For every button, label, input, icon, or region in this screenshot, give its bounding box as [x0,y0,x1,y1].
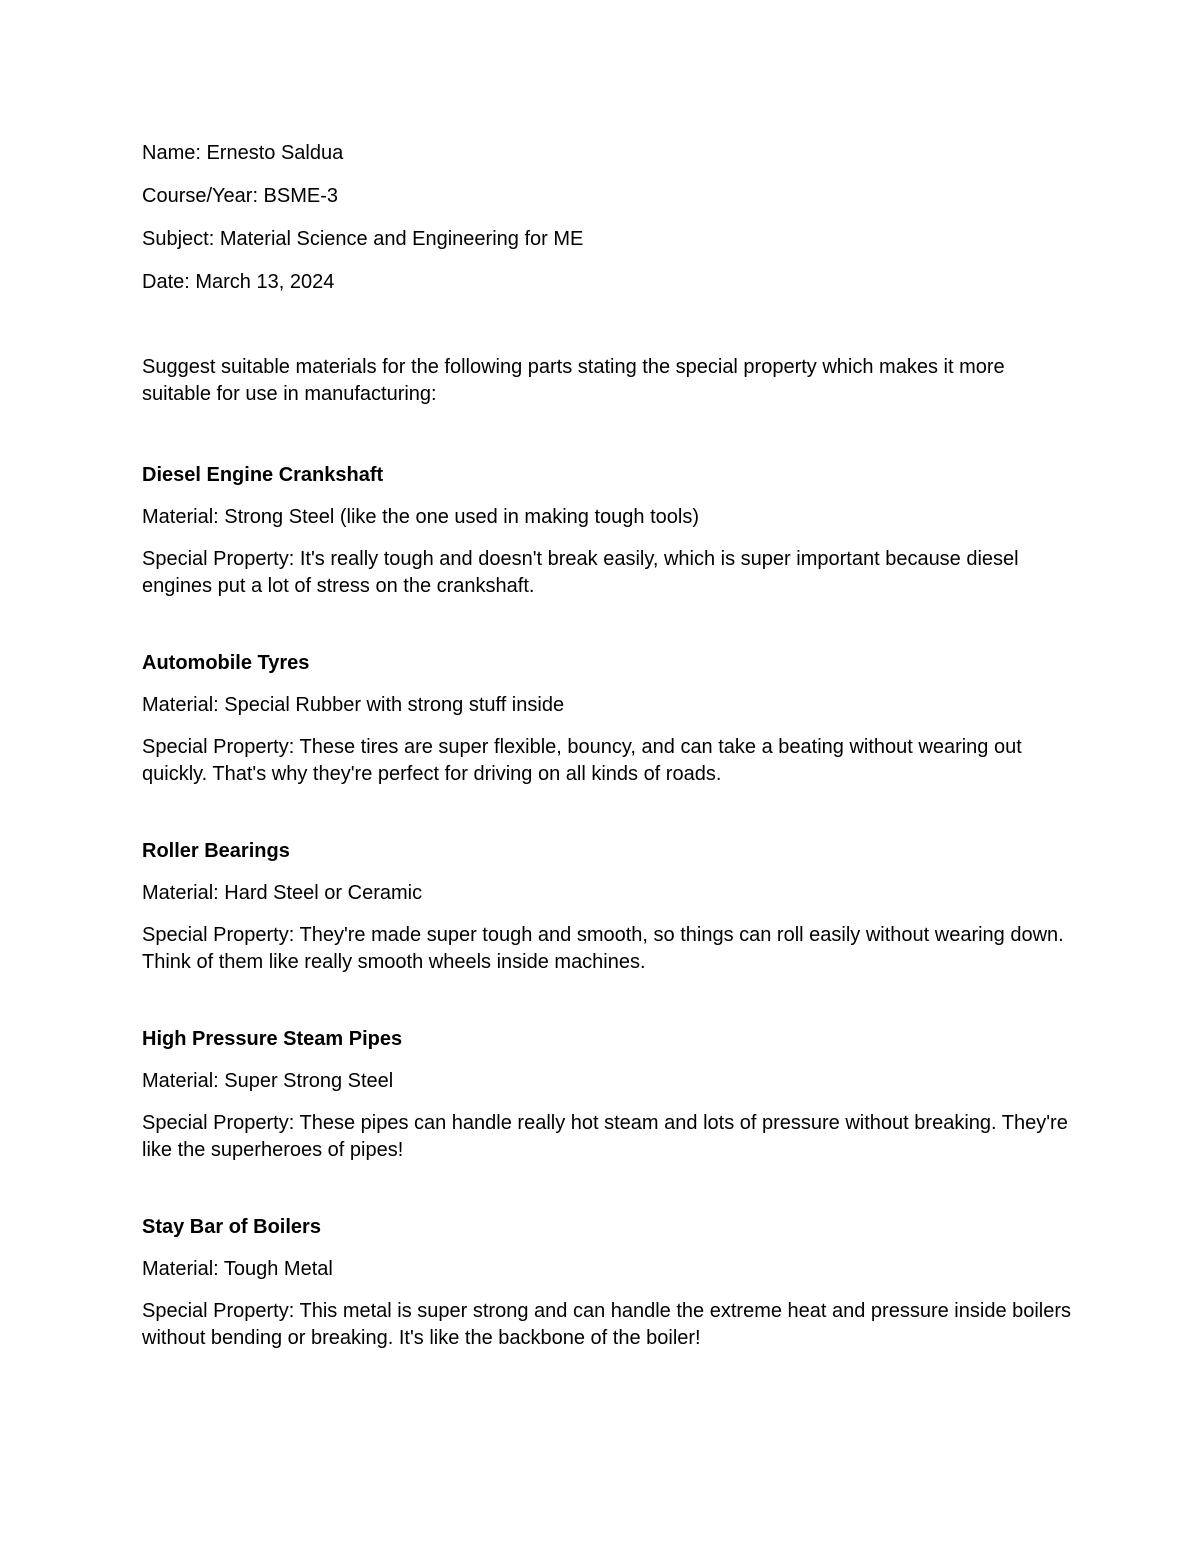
assignment-prompt: Suggest suitable materials for the following parts stating the special property which makes it more suitable for use in manufacturing: [142,356,1005,405]
section-property: Special Property: It's really tough and doesn't break easily, which is super important because diesel engines put a lot of stress on the crankshaft. [142,548,1019,597]
subject: Subject: Material Science and Engineering for ME [142,228,584,250]
section-roller-bearings [142,838,1077,976]
section-title: Roller Bearings [142,840,290,862]
section-property: Special Property: These pipes can handle really hot steam and lots of pressure without breaking. They're like the superheroes of pipes! [142,1112,1068,1161]
document-body [142,140,1077,1352]
section-diesel-engine-crankshaft [142,462,1077,600]
section-material: Material: Super Strong Steel [142,1070,394,1092]
section-high-pressure-steam-pipes [142,1026,1077,1164]
section-property: Special Property: They're made super tough and smooth, so things can roll easily without wearing down. Think of them like really smooth wheels inside machines. [142,924,1064,973]
section-material: Material: Strong Steel (like the one used in making tough tools) [142,506,699,528]
section-property: Special Property: These tires are super flexible, bouncy, and can take a beating without wearing out quickly. That's why they're perfect for driving on all kinds of roads. [142,736,1022,785]
section-title: Stay Bar of Boilers [142,1216,321,1238]
section-property: Special Property: This metal is super strong and can handle the extreme heat and pressure inside boilers without bending or breaking. It's like the backbone of the boiler! [142,1300,1072,1349]
course-year: Course/Year: BSME-3 [142,185,339,207]
date: Date: March 13, 2024 [142,271,335,293]
section-title: Automobile Tyres [142,652,310,674]
section-material: Material: Special Rubber with strong stuff inside [142,694,565,716]
section-stay-bar-of-boilers [142,1214,1077,1352]
section-automobile-tyres [142,650,1077,788]
student-name: Name: Ernesto Saldua [142,142,344,164]
section-material: Material: Tough Metal [142,1258,333,1280]
section-title: Diesel Engine Crankshaft [142,464,384,486]
section-title: High Pressure Steam Pipes [142,1028,403,1050]
section-material: Material: Hard Steel or Ceramic [142,882,423,904]
